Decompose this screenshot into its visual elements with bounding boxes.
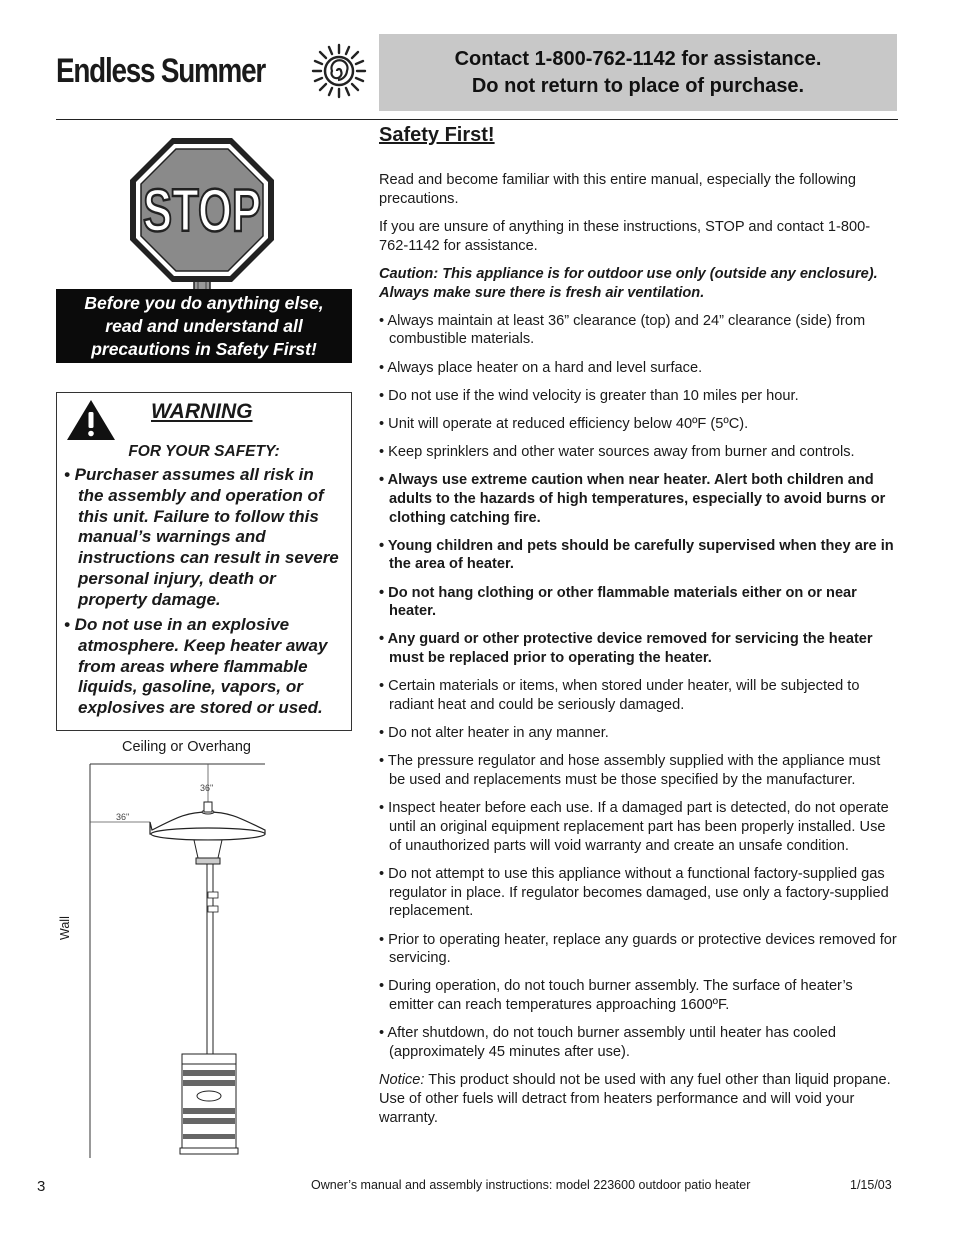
top-clearance-label: 36" — [200, 783, 214, 793]
intro-paragraph: If you are unsure of anything in these instructions, STOP and contact 1-800-762-1142 for assistance. — [379, 218, 871, 254]
notice-paragraph — [379, 1071, 899, 1127]
precaution-item: • Do not alter heater in any manner. — [379, 725, 609, 742]
contact-banner — [379, 34, 897, 111]
banner-line: precautions in Safety First! — [91, 338, 317, 359]
contact-line-1: Contact 1-800-762-1142 for assistance. — [454, 47, 822, 70]
brand-logo-text: Endless Summer — [56, 52, 266, 90]
warning-title: WARNING — [151, 400, 253, 423]
warning-triangle-icon — [66, 399, 116, 441]
safety-precautions — [379, 171, 899, 1137]
precaution-item: • Prior to operating heater, replace any guards or protective devices removed for servicing. — [379, 931, 897, 967]
banner-line: read and understand all — [105, 315, 303, 336]
precaution-item: • During operation, do not touch burner assembly. The surface of heater’s emitter can reach temperatures approaching 1600ºF. — [379, 978, 853, 1014]
precaution-item: • The pressure regulator and hose assembly supplied with the appliance must be used and replacements must be those specified by the manufacturer. — [379, 753, 881, 789]
sun-logo-icon — [310, 42, 368, 100]
contact-line-2: Do not return to place of purchase. — [471, 74, 805, 97]
stop-sign-text: STOP — [143, 177, 261, 244]
precaution-item: • Certain materials or items, when stored under heater, will be subjected to radiant heat and could be seriously damaged. — [379, 678, 860, 714]
warning-subtitle: FOR YOUR SAFETY: — [128, 443, 280, 460]
precaution-item-bold: • Do not hang clothing or other flammable materials either on or near heater. — [379, 584, 857, 620]
precaution-item: • Always maintain at least 36” clearance (top) and 24” clearance (side) from combustible materials. — [379, 312, 866, 348]
caution-paragraph: Caution: This appliance is for outdoor use only (outside any enclosure). Always make sure there is fresh air ventilation. — [379, 265, 878, 301]
precaution-item-bold: • Young children and pets should be carefully supervised when they are in the area of heater. — [379, 537, 894, 573]
stop-sign-icon — [128, 136, 276, 292]
precaution-item: • Do not use if the wind velocity is greater than 10 miles per hour. — [379, 387, 799, 404]
warning-bullet: • Do not use in an explosive atmosphere. Keep heater away from areas where flammable liquids, gasoline, vapors, or explosives are stored or used. — [64, 615, 328, 718]
side-clearance-label: 36" — [116, 812, 130, 822]
footer-title: Owner’s manual and assembly instructions: model 223600 outdoor patio heater — [311, 1178, 751, 1192]
notice-text: This product should not be used with any fuel other than liquid propane. Use of other fuels will detract from heaters performance and will void your warranty. — [379, 1072, 891, 1126]
header-divider — [56, 119, 898, 120]
ceiling-label: Ceiling or Overhang — [122, 739, 251, 755]
precaution-item-bold: • Always use extreme caution when near heater. Alert both children and adults to the hazards of high temperatures, especially to avoid burns or clothing catching fire. — [379, 471, 886, 526]
precaution-item: • Do not attempt to use this appliance without a functional factory-supplied gas regulator in place. If regulator becomes damaged, use only a factory-supplied replacement. — [379, 865, 889, 920]
precaution-item: • Keep sprinklers and other water sources away from burner and controls. — [379, 443, 855, 460]
footer-date: 1/15/03 — [850, 1178, 892, 1192]
intro-paragraph: Read and become familiar with this entire manual, especially the following precautions. — [379, 172, 856, 207]
precaution-item: • Inspect heater before each use. If a damaged part is detected, do not operate until an original equipment replacement part has been properly installed. Use of unauthorized parts will void warranty and create an unsafe condition. — [379, 800, 889, 854]
banner-line: Before you do anything else, — [84, 292, 324, 313]
precaution-item: • Unit will operate at reduced efficiency below 40ºF (5ºC). — [379, 415, 749, 432]
clearance-diagram — [90, 740, 270, 1160]
page-number: 3 — [37, 1178, 46, 1195]
safety-first-heading: Safety First! — [379, 124, 495, 146]
wall-label: Wall — [58, 916, 72, 940]
precaution-item: • After shutdown, do not touch burner assembly until heater has cooled (approximately 45 minutes after use). — [379, 1025, 836, 1061]
precaution-item: • Always place heater on a hard and level surface. — [379, 359, 703, 376]
precaution-item-bold: • Any guard or other protective device removed for servicing the heater must be replaced prior to operating the heater. — [379, 631, 873, 667]
notice-label: Notice: — [379, 1072, 425, 1089]
read-first-banner — [56, 289, 352, 363]
warning-bullet: • Purchaser assumes all risk in the assembly and operation of this unit. Failure to follow this manual’s warnings and instructions can result in severe personal injury, death or property damage. — [64, 465, 339, 609]
